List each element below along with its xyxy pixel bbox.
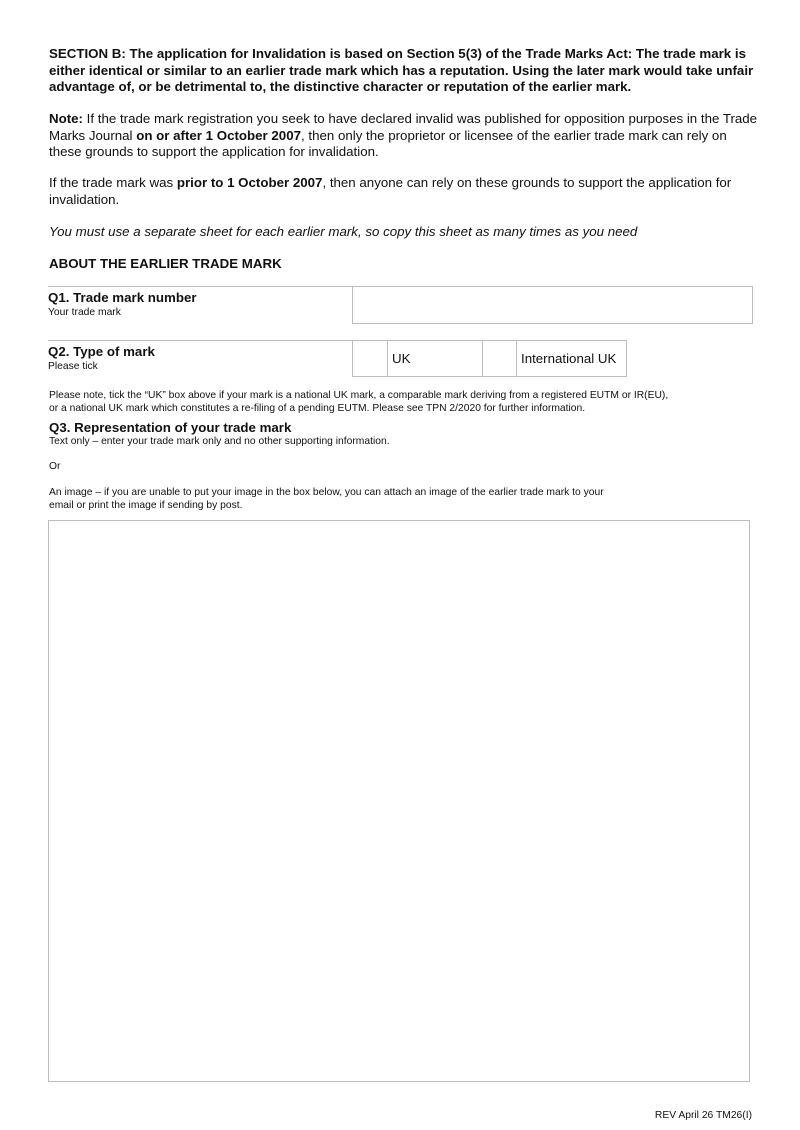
prior-text-1: If the trade mark was	[49, 175, 177, 190]
q2-note	[49, 389, 769, 415]
trade-mark-representation-box[interactable]	[48, 520, 750, 1082]
note-label: Note:	[49, 111, 83, 126]
q2-note-line-2: or a national UK mark which constitutes a re-filing of a pending EUTM. Please see TPN 2/2020 for further information.	[49, 403, 586, 414]
prior-bold-date: prior to 1 October 2007	[176, 175, 323, 190]
prior-paragraph	[49, 175, 761, 208]
q2-title: Q2. Type of mark	[48, 344, 155, 359]
international-uk-option-label: International UK	[516, 340, 627, 377]
q1-title: Q1. Trade mark number	[48, 290, 197, 305]
q1-subtitle: Your trade mark	[48, 307, 121, 318]
uk-checkbox[interactable]	[352, 340, 388, 377]
note-text-2: , then only the proprietor or licensee of the earlier trade mark can rely on these grounds to support the application for invalidation.	[49, 127, 727, 159]
trade-mark-number-field[interactable]	[352, 286, 753, 324]
note-bold-date: on or after 1 October 2007	[136, 127, 301, 143]
q2-note-line-1: Please note, tick the “UK” box above if your mark is a national UK mark, a comparable mark deriving from a registered EUTM or IR(EU),	[49, 390, 669, 401]
footer-revision: REV April 26 TM26(I)	[654, 1110, 752, 1121]
uk-option-label: UK	[387, 340, 483, 377]
prior-text-2: , then anyone can rely on these grounds to support the application for invalidation.	[49, 175, 732, 207]
q2-label-area	[48, 340, 353, 378]
q3-or-label: Or	[49, 461, 61, 472]
q3-image-instructions	[49, 486, 769, 512]
q1-label-area	[48, 286, 353, 325]
about-heading: ABOUT THE EARLIER TRADE MARK	[49, 256, 282, 271]
note-paragraph	[49, 111, 761, 161]
q3-text-only: Text only – enter your trade mark only and no other supporting information.	[49, 436, 390, 447]
q3-title: Q3. Representation of your trade mark	[49, 420, 292, 435]
q2-subtitle: Please tick	[48, 361, 98, 372]
q3-image-line-2: email or print the image if sending by post.	[49, 500, 243, 511]
note-text-1: If the trade mark registration you seek to have declared invalid was published for opposition purposes in the Trade Marks Journal	[49, 111, 758, 143]
q3-image-line-1: An image – if you are unable to put your image in the box below, you can attach an image of the earlier trade mark to your	[49, 487, 604, 498]
section-b-heading: SECTION B: The application for Invalidation is based on Section 5(3) of the Trade Marks Act: The trade mark is either identical or similar to an earlier trade mark which has a reputation. Using the later mark would take unfair advantage of, or be detrimental to, the distinctive character or reputation of the earlier mark.	[49, 46, 754, 94]
international-uk-checkbox[interactable]	[482, 340, 517, 377]
separate-sheet-note: You must use a separate sheet for each earlier mark, so copy this sheet as many times as you need	[49, 224, 638, 239]
